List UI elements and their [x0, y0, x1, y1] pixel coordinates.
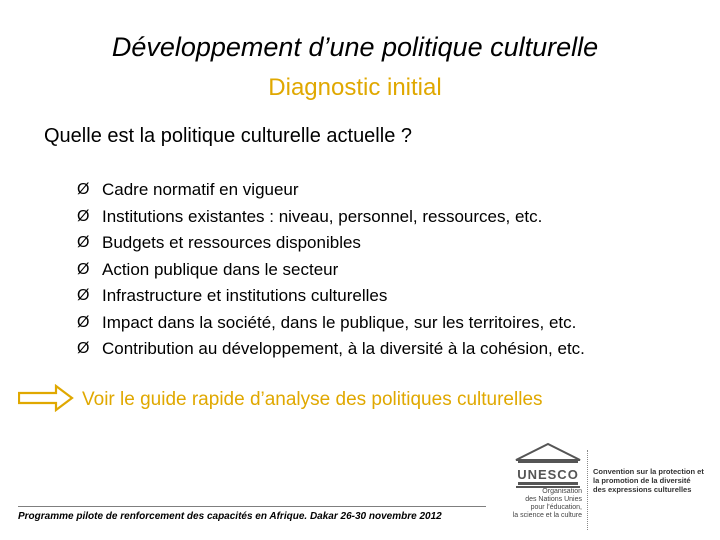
arrowhead-bullet-icon: Ø — [77, 287, 90, 304]
list-item — [77, 177, 585, 204]
list-item-text: Impact dans la société, dans le publique, sur les territoires, etc. — [102, 312, 577, 332]
list-item-text: Institutions existantes : niveau, personnel, ressources, etc. — [102, 206, 543, 226]
section-question: Quelle est la politique culturelle actuelle ? — [44, 125, 412, 147]
list-item-text: Action publique dans le secteur — [102, 259, 339, 279]
guide-link[interactable]: Voir le guide rapide d’analyse des politiques culturelles — [82, 389, 543, 410]
convention-name: Convention sur la protection et la promotion de la diversité des expressions culturelles — [593, 467, 704, 494]
list-item — [77, 310, 585, 337]
list-item — [77, 230, 585, 257]
list-item-text: Budgets et ressources disponibles — [102, 233, 361, 252]
arrowhead-bullet-icon: Ø — [77, 340, 90, 357]
bullet-list — [77, 177, 585, 363]
list-item — [77, 257, 585, 284]
arrowhead-bullet-icon: Ø — [77, 234, 90, 251]
slide-title: Développement d’une politique culturelle — [111, 32, 599, 62]
subtitle-text: Diagnostic initial — [268, 74, 442, 101]
arrowhead-bullet-icon: Ø — [77, 313, 90, 331]
logo-lettering: UNESCO — [517, 467, 579, 482]
list-item — [77, 204, 585, 231]
footer-text: Programme pilote de renforcement des capacités en Afrique. Dakar 26-30 novembre 2012 — [18, 511, 442, 522]
list-item — [77, 283, 585, 310]
logo-divider — [587, 450, 588, 530]
right-outline-arrow-icon — [18, 384, 74, 412]
list-item-text: Cadre normatif en vigueur — [102, 180, 299, 199]
slide-subtitle — [0, 74, 710, 102]
list-item-text: Infrastructure et institutions culturelles — [102, 286, 388, 305]
org-name: Organisation des Nations Unies pour l’éducation, la science et la culture — [512, 488, 582, 519]
list-item — [77, 336, 585, 363]
arrowhead-bullet-icon: Ø — [77, 260, 90, 278]
list-item-text: Contribution au développement, à la diversité à la cohésion, etc. — [102, 339, 585, 358]
arrowhead-bullet-icon: Ø — [77, 181, 90, 198]
arrowhead-bullet-icon: Ø — [77, 207, 90, 225]
footer-divider — [18, 506, 486, 507]
